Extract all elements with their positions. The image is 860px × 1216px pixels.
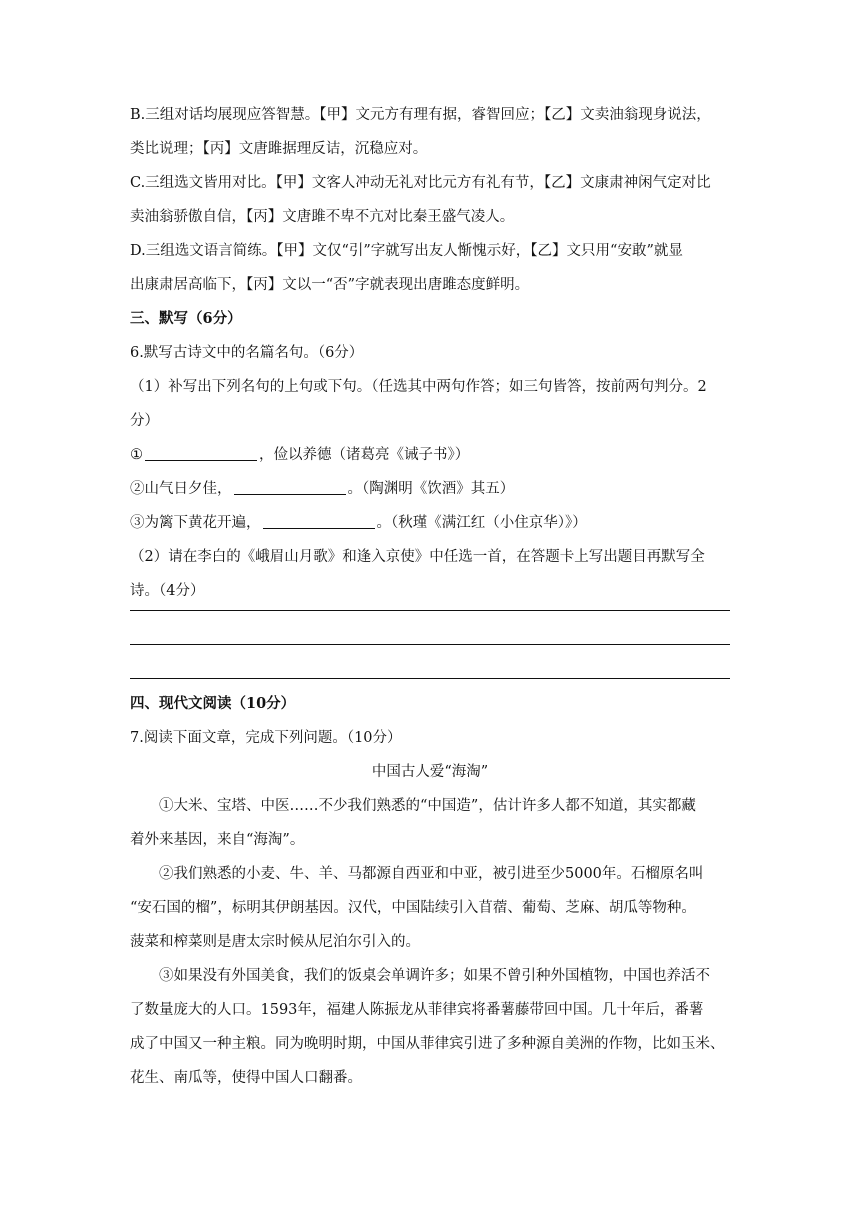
answer-line-2[interactable]	[130, 644, 730, 645]
sub-question-2-line-1: （2）请在李白的《峨眉山月歌》和逢入京使》中任选一首，在答题卡上写出题目再默写全	[130, 549, 705, 565]
paragraph-1-line-1: ①大米、宝塔、中医……不少我们熟悉的“中国造”，估计许多人都不知道，其实都藏	[159, 798, 696, 814]
option-c-line-1: C.三组选文皆用对比。【甲】文客人冲动无礼对比元方有礼有节，【乙】文康肃神闲气定对比	[130, 175, 711, 191]
fill-item-1-suffix: ，俭以养德（诸葛亮《诫子书》）	[259, 447, 470, 463]
fill-item-3-prefix: ③为篱下黄花开遍，	[130, 515, 261, 531]
paragraph-3-line-2: 了数量庞大的人口。1593年，福建人陈振龙从菲律宾将番薯藤带回中国。几十年后，番薯	[130, 1002, 704, 1018]
paragraph-3-line-1: ③如果没有外国美食，我们的饭桌会单调许多；如果不曾引种外国植物，中国也养活不	[159, 968, 710, 984]
paragraph-2-line-3: 菠菜和榨菜则是唐太宗时候从尼泊尔引入的。	[130, 934, 420, 950]
answer-blank-2[interactable]	[234, 480, 346, 495]
option-b-line-1: B.三组对话均展现应答智慧。【甲】文元方有理有据，睿智回应；【乙】文卖油翁现身说法，	[130, 107, 711, 123]
option-c-line-2: 卖油翁骄傲自信，【丙】文唐雎不卑不亢对比秦王盛气凌人。	[130, 209, 515, 225]
paragraph-3-line-4: 花生、南瓜等，使得中国人口翻番。	[130, 1070, 362, 1086]
paragraph-3-line-3: 成了中国又一种主粮。同为晚明时期，中国从菲律宾引进了多种源自美洲的作物，比如玉米、	[130, 1036, 725, 1052]
section-3-heading: 三、默写（6分）	[130, 310, 242, 327]
answer-line-3[interactable]	[130, 678, 730, 679]
document-page	[130, 98, 730, 1095]
answer-blank-3[interactable]	[263, 514, 375, 529]
paragraph-1-line-2: 着外来基因，来自“海淘”。	[130, 832, 305, 848]
article-title: 中国古人爱“海淘”	[371, 764, 489, 780]
option-d-line-1: D.三组选文语言简练。【甲】文仅“引”字就写出友人惭愧示好，【乙】文只用“安敢”就显	[130, 243, 683, 259]
option-b-line-2: 类比说理；【丙】文唐雎据理反诘，沉稳应对。	[130, 141, 428, 157]
option-d-line-2: 出康肃居高临下，【丙】文以一“否”字就表现出唐雎态度鲜明。	[130, 277, 530, 293]
answer-line-1[interactable]	[130, 610, 730, 611]
fill-item-3	[130, 506, 730, 540]
sub-question-1-line-2: 分）	[130, 413, 159, 429]
sub-question-1-line-1: （1）补写出下列名句的上句或下句。（任选其中两句作答；如三句皆答，按前两句判分。2	[130, 379, 707, 395]
paragraph-2-line-1: ②我们熟悉的小麦、牛、羊、马都源自西亚和中亚，被引进至少5000年。石榴原名叫	[159, 866, 704, 882]
fill-item-3-suffix: 。（秋瑾《满江红（小住京华）》）	[376, 515, 587, 531]
question-6: 6.默写古诗文中的名篇名句。（6分）	[130, 345, 364, 361]
sub-question-2-line-2: 诗。（4分）	[130, 583, 205, 599]
fill-item-1	[130, 438, 730, 472]
fill-item-2-suffix: 。（陶渊明《饮酒》其五）	[347, 481, 515, 497]
fill-item-2-prefix: ②山气日夕佳，	[130, 481, 232, 497]
answer-lines	[130, 610, 730, 679]
section-4-heading: 四、现代文阅读（10分）	[130, 695, 296, 712]
fill-item-1-prefix: ①	[130, 447, 143, 463]
question-7: 7.阅读下面文章，完成下列问题。（10分）	[130, 730, 402, 746]
answer-blank-1[interactable]	[145, 446, 257, 461]
fill-item-2	[130, 472, 730, 506]
paragraph-2-line-2: “安石国的榴”，标明其伊朗基因。汉代，中国陆续引入苜蓿、葡萄、芝麻、胡瓜等物种。	[130, 900, 696, 916]
